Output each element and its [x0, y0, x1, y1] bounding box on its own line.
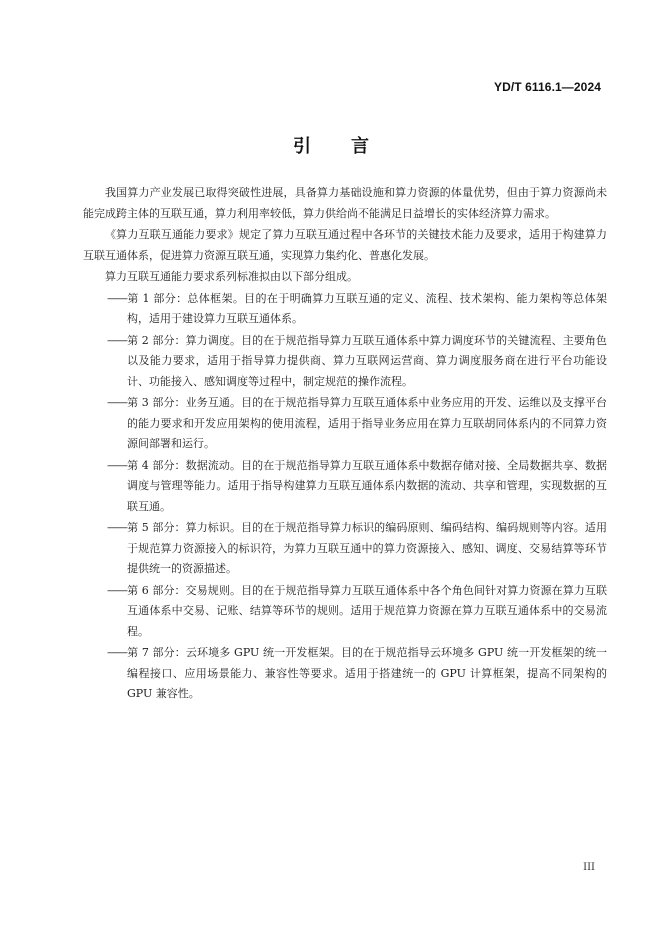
list-item-text: 第 5 部分：算力标识。目的在于规范指导算力标识的编码原则、编码结构、编码规则等内容。适用于规范算力资源接入的标识符，为算力互联互通中的算力资源接入、感知、调度、交易结算等环节提供统一的资源描述。 [127, 521, 607, 575]
list-item-text: 第 4 部分：数据流动。目的在于规范指导算力互联互通体系中数据存储对接、全局数据共享、数据调度与管理等能力。适用于指导构建算力互联互通体系内数据的流动、共享和管理，实现数据的互联互通。 [127, 458, 607, 513]
list-item [83, 331, 607, 393]
list-item [83, 289, 607, 330]
intro-paragraph: 《算力互联互通能力要求》规定了算力互联互通过程中各环节的关键技术能力及要求，适用于构建算力互联互通体系，促进算力资源互联互通，实现算力集约化、普惠化发展。 [83, 228, 607, 262]
list-dash: —— [107, 396, 127, 409]
list-dash: —— [107, 646, 127, 659]
list-item-text: 第 6 部分：交易规则。目的在于规范指导算力互联互通体系中各个角色间针对算力资源在算力互联互通体系中交易、记账、结算等环节的规则。适用于规范算力资源在算力互联互通体系中的交易流程。 [127, 583, 607, 638]
intro-paragraph: 我国算力产业发展已取得突破性进展，具备算力基础设施和算力资源的体量优势，但由于算力资源尚未能完成跨主体的互联互通，算力利用率较低，算力供给尚不能满足日益增长的实体经济算力需求。 [83, 186, 607, 220]
list-dash: —— [107, 521, 127, 534]
document-body [83, 183, 607, 706]
page-number: III [583, 862, 595, 873]
intro-paragraph: 算力互联互通能力要求系列标准拟由以下部分组成。 [105, 270, 358, 283]
list-item [83, 581, 607, 643]
list-dash: —— [107, 458, 127, 472]
list-item [83, 456, 607, 518]
page-title: 引言 [293, 136, 409, 157]
list-dash: —— [107, 583, 127, 597]
list-item-text: 第 2 部分：算力调度。目的在于规范指导算力互联互通体系中算力调度环节的关键流程、主要角色以及能力要求，适用于指导算力提供商、算力互联网运营商、算力调度服务商在进行平台功能设计、功能接入、感知调度等过程中，制定规范的操作流程。 [127, 333, 607, 388]
list-item [83, 518, 607, 580]
list-dash: —— [107, 291, 127, 305]
list-dash: —— [107, 333, 127, 347]
list-item-text: 第 3 部分：业务互通。目的在于规范指导算力互联互通体系中业务应用的开发、运维以及支撑平台的能力要求和开发应用架构的使用流程，适用于指导业务应用在算力互联胡同体系内的不同算力资源间部署和运行。 [127, 396, 607, 450]
standard-code: YD/T 6116.1—2024 [493, 80, 601, 94]
list-item [83, 393, 607, 455]
list-item-text: 第 1 部分：总体框架。目的在于明确算力互联互通的定义、流程、技术架构、能力架构等总体架构，适用于建设算力互联互通体系。 [127, 291, 607, 325]
list-item [83, 643, 607, 705]
list-item-text: 第 7 部分：云环境多 GPU 统一开发框架。目的在于规范指导云环境多 GPU 统一开发框架的统一编程接口、应用场景能力、兼容性等要求。适用于搭建统一的 GPU 计算框架，提高不同架构的 GPU 兼容性。 [127, 646, 607, 700]
